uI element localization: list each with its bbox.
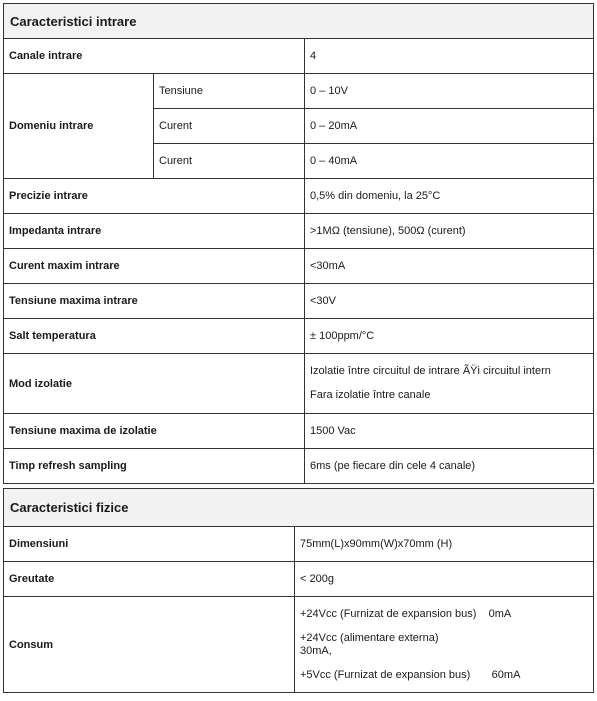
weight-value: < 200g <box>295 562 594 597</box>
table-row <box>4 449 594 484</box>
consumption-line: +24Vcc (alimentare externa) <box>300 631 439 644</box>
range-type: Tensiune <box>154 74 305 109</box>
table-row <box>4 214 594 249</box>
range-value: 0 – 40mA <box>305 144 594 179</box>
range-value: 0 – 10V <box>305 74 594 109</box>
table-row <box>4 319 594 354</box>
precision-label: Precizie intrare <box>4 179 305 214</box>
range-value: 0 – 20mA <box>305 109 594 144</box>
input-characteristics-table <box>3 3 594 484</box>
temp-drift-label: Salt temperatura <box>4 319 305 354</box>
table-row <box>4 39 594 74</box>
max-voltage-label: Tensiune maxima intrare <box>4 284 305 319</box>
isolation-mode-line: Izolatie între circuitul de intrare ÃŸi circuitul intern <box>310 365 551 377</box>
max-current-value: <30mA <box>305 249 594 284</box>
temp-drift-value: ± 100ppm/°C <box>305 319 594 354</box>
table-row <box>4 74 594 109</box>
table-row <box>4 527 594 562</box>
table-row <box>4 597 594 693</box>
input-section-title: Caracteristici intrare <box>4 4 594 39</box>
isolation-voltage-value: 1500 Vac <box>305 414 594 449</box>
table-row <box>4 562 594 597</box>
physical-section-title: Caracteristici fizice <box>4 489 594 527</box>
impedance-value: >1MΩ (tensiune), 500Ω (curent) <box>305 214 594 249</box>
table-row <box>4 179 594 214</box>
table-row <box>4 284 594 319</box>
max-voltage-value: <30V <box>305 284 594 319</box>
dimensions-value: 75mm(L)x90mm(W)x70mm (H) <box>295 527 594 562</box>
impedance-label: Impedanta intrare <box>4 214 305 249</box>
refresh-value: 6ms (pe fiecare din cele 4 canale) <box>305 449 594 484</box>
consumption-line: +5Vcc (Furnizat de expansion bus) 60mA <box>300 668 521 681</box>
physical-characteristics-table <box>3 488 594 693</box>
consumption-line: 30mA, <box>300 644 332 657</box>
refresh-label: Timp refresh sampling <box>4 449 305 484</box>
range-type: Curent <box>154 144 305 179</box>
consumption-line: +24Vcc (Furnizat de expansion bus) 0mA <box>300 607 512 620</box>
range-type: Curent <box>154 109 305 144</box>
max-current-label: Curent maxim intrare <box>4 249 305 284</box>
table-row <box>4 414 594 449</box>
isolation-mode-label: Mod izolatie <box>4 354 305 414</box>
consumption-label: Consum <box>4 597 295 693</box>
table-row <box>4 354 594 414</box>
range-label: Domeniu intrare <box>4 74 154 179</box>
channels-label: Canale intrare <box>4 39 305 74</box>
dimensions-label: Dimensiuni <box>4 527 295 562</box>
isolation-voltage-label: Tensiune maxima de izolatie <box>4 414 305 449</box>
isolation-mode-value <box>305 354 594 414</box>
consumption-value <box>295 597 594 693</box>
channels-value: 4 <box>305 39 594 74</box>
weight-label: Greutate <box>4 562 295 597</box>
isolation-mode-line: Fara izolatie între canale <box>310 389 431 401</box>
table-row <box>4 249 594 284</box>
precision-value: 0,5% din domeniu, la 25°C <box>305 179 594 214</box>
